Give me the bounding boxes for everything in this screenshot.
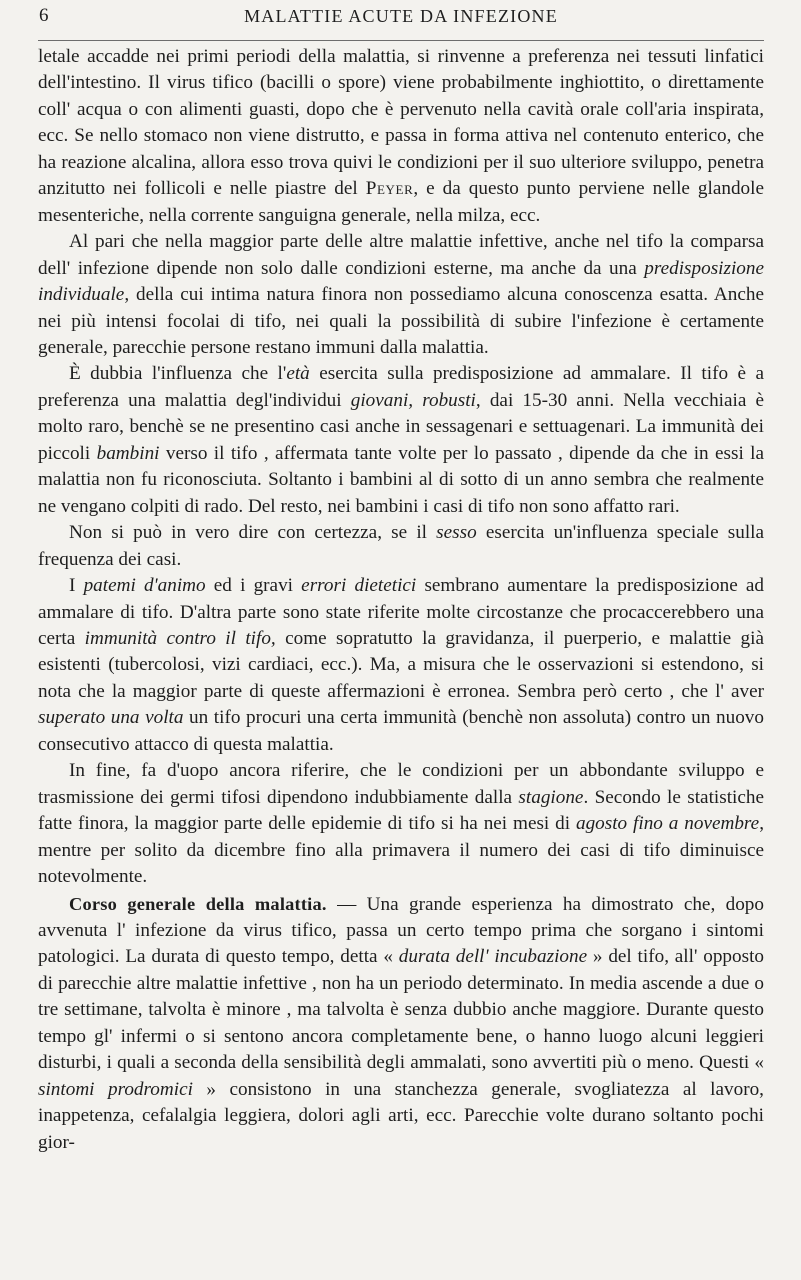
italic-text: stagione bbox=[518, 786, 584, 808]
paragraph bbox=[38, 758, 764, 890]
italic-text: giovani, robusti bbox=[350, 389, 476, 411]
small-caps-name: Peyer bbox=[365, 178, 414, 200]
section-heading: Corso generale della malattia. bbox=[69, 893, 327, 914]
text-run: come sopratutto la gravidanza, il puerperio, e malattie già esistenti (tubercolosi, vizi cardiaci, ecc.). Ma, a misura che le osservazioni si estendono, si nota che la maggior parte di queste affermazioni è erronea. Sembra però certo , che l' aver bbox=[38, 627, 764, 702]
body-text bbox=[38, 44, 764, 1156]
text-run: sembrano aumentare la predisposizione ad ammalare di tifo. D'altra parte sono state riferite molte circostanze che procaccerebbero una certa bbox=[38, 575, 764, 649]
running-header bbox=[38, 0, 764, 41]
text-run: È dubbia l'influenza che l' bbox=[69, 363, 287, 385]
paragraph bbox=[38, 891, 764, 1157]
paragraph bbox=[38, 229, 764, 361]
italic-text: età bbox=[286, 363, 310, 385]
text-run: , mentre per solito da dicembre fino alla primavera il numero dei casi di tifo diminuisce notevolmente. bbox=[38, 813, 764, 888]
text-run: » del tifo, all' opposto di parecchie altre malattie infettive , non ha un periodo determinato. In media ascende a due o tre settimane, talvolta è minore , ma talvolta è senza dubbio anche maggiore. Durante questo tempo gl' infermi o si sentono ancora completamente bene, o hanno luogo alcuni leggieri disturbi, i quali a seconda della sensibilità degli ammalati, sono avvertiti più o meno. Questi « bbox=[38, 946, 764, 1074]
paragraph bbox=[38, 520, 764, 573]
running-title: MALATTIE ACUTE DA INFEZIONE bbox=[244, 6, 558, 26]
text-run: . Secondo le statistiche fatte finora, la maggior parte delle epidemie di tifo si ha nei mesi di bbox=[38, 786, 764, 835]
italic-text: patemi d'animo bbox=[83, 575, 206, 597]
text-run: Non si può in vero dire con certezza, se il bbox=[69, 522, 437, 544]
italic-text: sesso bbox=[436, 522, 477, 544]
italic-text: sintomi prodromici bbox=[38, 1078, 193, 1100]
text-run: esercita un'influenza speciale sulla frequenza dei casi. bbox=[38, 522, 764, 570]
text-run: un tifo procuri una certa immunità (benchè non assoluta) contro un nuovo consecutivo attacco di questa malattia. bbox=[38, 707, 764, 755]
italic-text: errori dietetici bbox=[301, 575, 417, 597]
italic-text: durata dell' incubazione bbox=[398, 946, 588, 968]
paragraph bbox=[38, 573, 764, 758]
text-run: In fine, fa d'uopo ancora riferire, che le condizioni per un abbondante sviluppo e trasmissione dei germi tifosi dipendono indubbiamente dalla bbox=[38, 760, 764, 808]
paragraph bbox=[38, 44, 764, 229]
italic-text: superato una volta bbox=[38, 707, 184, 729]
text-run: I bbox=[69, 575, 84, 597]
text-run: letale accadde nei primi periodi della malattia, si rinvenne a preferenza nei tessuti linfatici dell'intestino. Il virus tifico (bacilli o spore) viene probabilmente inghiottito, o direttamente coll' acqua o con alimenti guasti, dopo che è pervenuto nella cavità orale coll'aria inspirata, ecc. Se nello stomaco non viene distrutto, e passa in forma attiva nel contenuto enterico, che ha reazione alcalina, allora esso trova quivi le condizioni per il suo ulteriore sviluppo, penetra anzitutto nei follicoli e nelle piastre del bbox=[38, 46, 764, 200]
text-run: Al pari che nella maggior parte delle altre malattie infettive, anche nel tifo la comparsa dell' infezione dipende non solo dalle condizioni esterne, ma anche da una bbox=[38, 231, 764, 279]
text-run: esercita sulla predisposizione ad ammalare. Il tifo è a preferenza una malattia degl'individui bbox=[38, 363, 764, 411]
page-number: 6 bbox=[39, 5, 49, 26]
text-run: » consistono in una stanchezza generale, svogliatezza al lavoro, inappetenza, cefalalgia leggiera, dolori agli arti, ecc. Parecchie volte durano soltanto pochi gior- bbox=[38, 1078, 764, 1153]
italic-text: immunità contro il tifo, bbox=[84, 627, 276, 649]
text-run: — Una grande esperienza ha dimostrato che, dopo avvenuta l' infezione da virus tifico, passa un certo tempo prima che sorgano i sintomi patologici. La durata di questo tempo, detta « bbox=[38, 893, 764, 968]
paragraph bbox=[38, 361, 764, 520]
italic-text: predisposizione individuale bbox=[38, 257, 764, 306]
text-run: verso il tifo , affermata tante volte per lo passato , dipende da che in essi la malattia non fu riconosciuta. Soltanto i bambini al di sotto di un anno sembra che realmente ne vengano colpiti di rado. Del resto, nei bambini i casi di tifo non sono affatto rari. bbox=[38, 442, 764, 517]
text-run: , della cui intima natura finora non possediamo alcuna conoscenza esatta. Anche nei più intensi focolai di tifo, nei quali la possibilità di subire l'infezione è certamente generale, parecchie persone restano immuni dalla malattia. bbox=[38, 284, 764, 358]
italic-text: agosto fino a novembre bbox=[575, 813, 760, 835]
italic-text: bambini bbox=[96, 442, 160, 464]
text-run: , e da questo punto perviene nelle glandole mesenteriche, nella corrente sanguigna generale, nella milza, ecc. bbox=[38, 178, 765, 226]
text-run: ed i gravi bbox=[205, 575, 302, 597]
text-run: , dai 15-30 anni. Nella vecchiaia è molto raro, benchè se ne presentino casi anche in sessagenari e settuagenari. La immunità dei piccoli bbox=[38, 389, 765, 464]
